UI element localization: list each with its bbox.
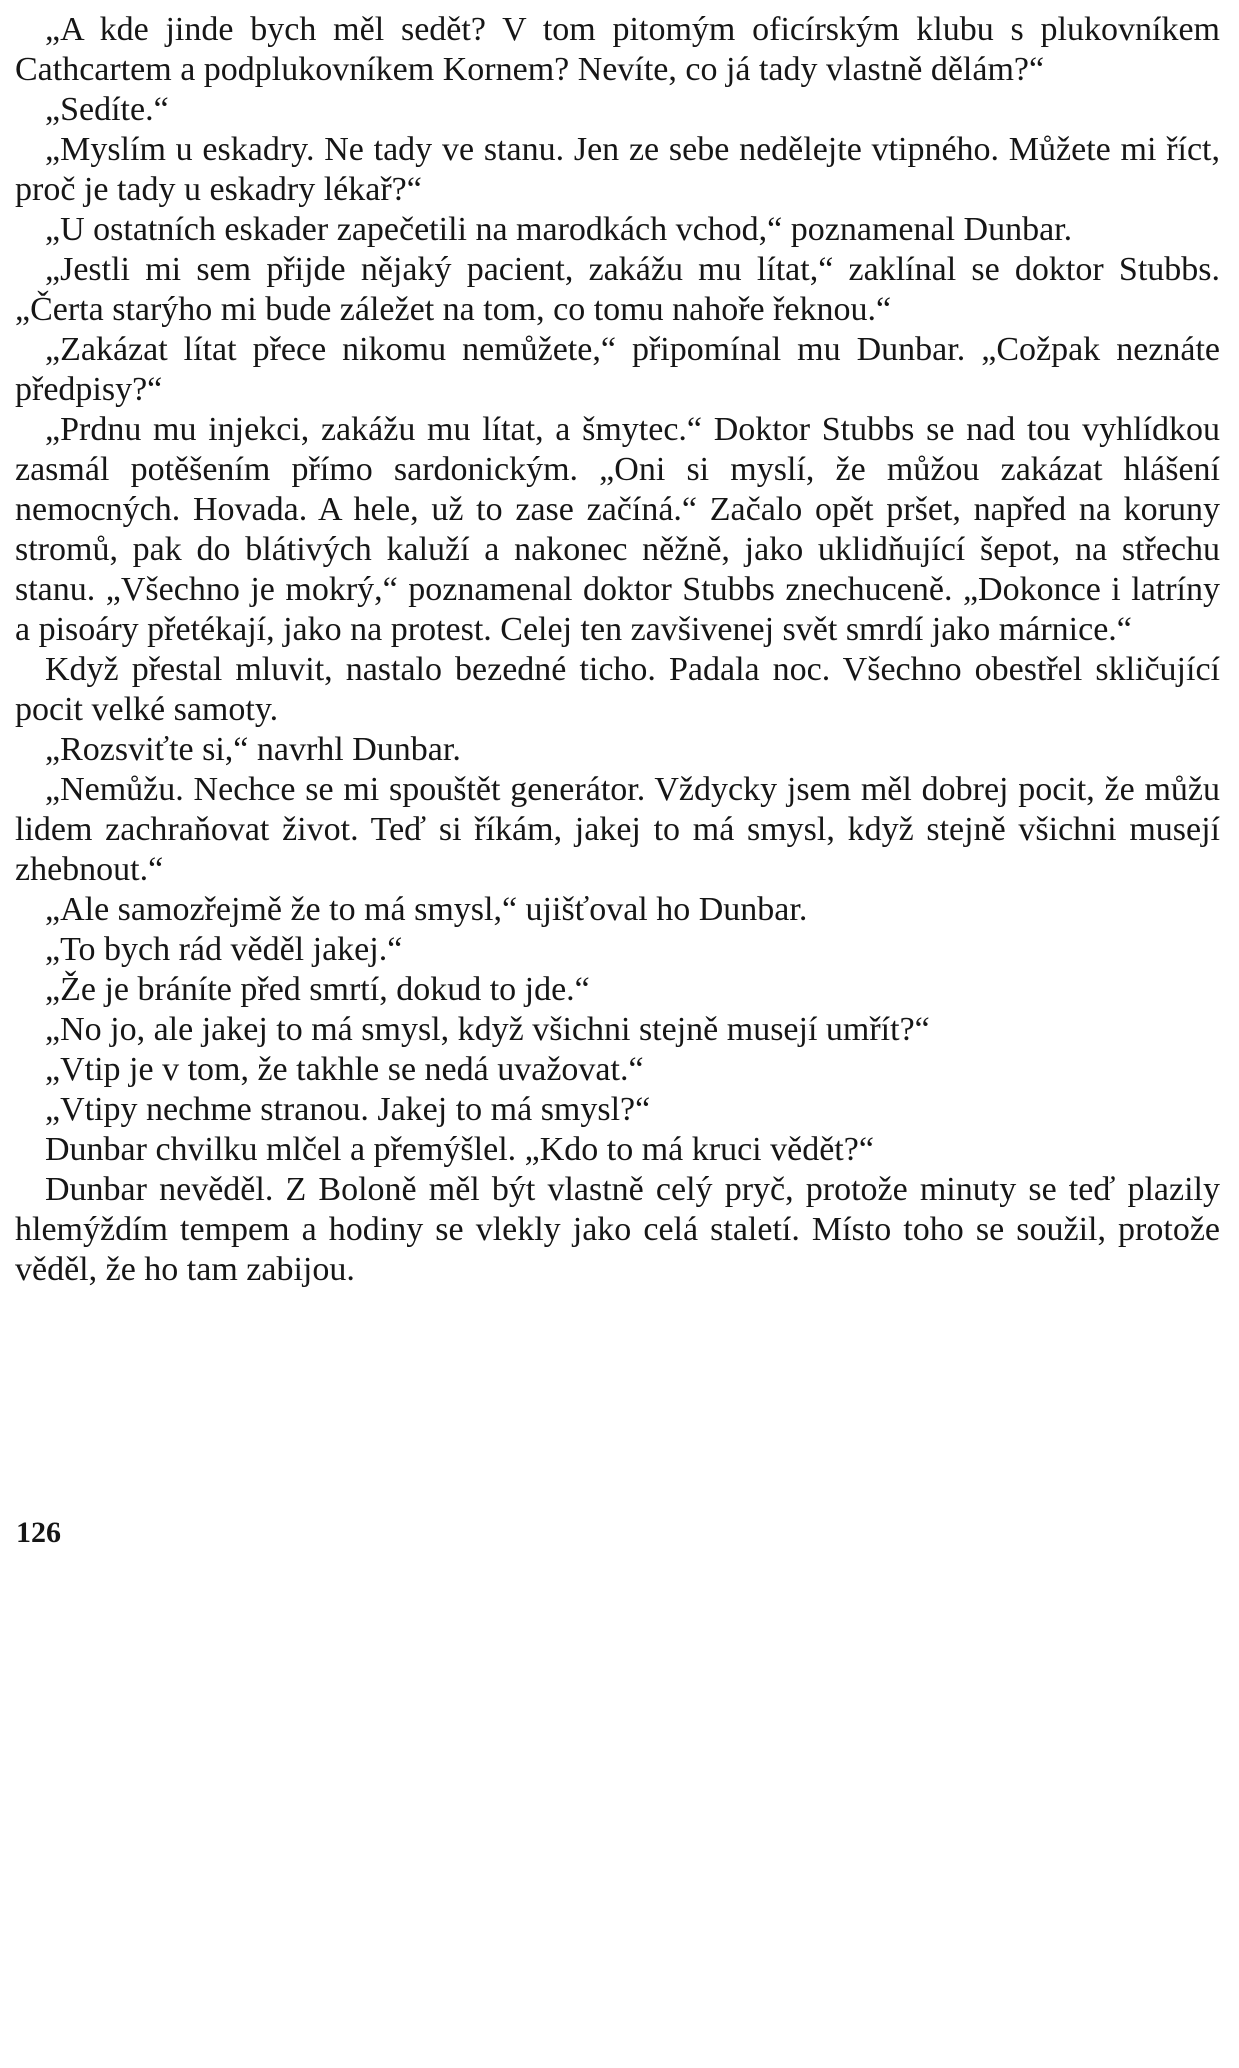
paragraph: „Jestli mi sem přijde nějaký pacient, zakážu mu lítat,“ zaklínal se doktor Stubbs. „Čerta starýho mi bude záležet na tom, co tomu nahoře řeknou.“	[15, 251, 1220, 328]
page-number: 126	[16, 1516, 61, 1549]
paragraph: „Vtip je v tom, že takhle se nedá uvažovat.“	[45, 1051, 644, 1088]
paragraph: „Zakázat lítat přece nikomu nemůžete,“ připomínal mu Dunbar. „Cožpak neznáte předpisy?“	[15, 331, 1220, 408]
paragraph: „Vtipy nechme stranou. Jakej to má smysl?“	[45, 1091, 651, 1128]
paragraph: „U ostatních eskader zapečetili na marodkách vchod,“ poznamenal Dunbar.	[45, 211, 1073, 248]
paragraph: „A kde jinde bych měl sedět? V tom pitomým oficírským klubu s plukovníkem Cathcartem a podplukovníkem Kornem? Nevíte, co já tady vlastně dělám?“	[15, 11, 1220, 88]
paragraph: „Že je bráníte před smrtí, dokud to jde.“	[45, 971, 590, 1008]
paragraph: „Nemůžu. Nechce se mi spouštět generátor. Vždycky jsem měl dobrej pocit, že můžu lidem zachraňovat život. Teď si říkám, jakej to má smysl, když stejně všichni musejí zhebnout.“	[15, 771, 1220, 888]
paragraph: „No jo, ale jakej to má smysl, když všichni stejně musejí umřít?“	[45, 1011, 930, 1048]
paragraph: „Prdnu mu injekci, zakážu mu lítat, a šmytec.“ Doktor Stubbs se nad tou vyhlídkou zasmál potěšením přímo sardonickým. „Oni si myslí, že můžou zakázat hlášení nemocných. Hovada. A hele, už to zase začíná.“ Začalo opět pršet, napřed na koruny stromů, pak do blátivých kaluží a nakonec něžně, jako uklidňující šepot, na střechu stanu. „Všechno je mokrý,“ poznamenal doktor Stubbs znechuceně. „Dokonce i latríny a pisoáry přetékají, jako na protest. Celej ten zavšivenej svět smrdí jako márnice.“	[15, 411, 1220, 648]
paragraph: Když přestal mluvit, nastalo bezedné ticho. Padala noc. Všechno obestřel skličující pocit velké samoty.	[15, 651, 1220, 728]
paragraph: „To bych rád věděl jakej.“	[45, 931, 403, 968]
paragraph: „Sedíte.“	[45, 91, 169, 128]
paragraph: „Ale samozřejmě že to má smysl,“ ujišťoval ho Dunbar.	[45, 891, 808, 928]
text-block	[15, 10, 1220, 1290]
paragraph: „Myslím u eskadry. Ne tady ve stanu. Jen ze sebe nedělejte vtipného. Můžete mi říct, proč je tady u eskadry lékař?“	[15, 131, 1220, 208]
paragraph: Dunbar chvilku mlčel a přemýšlel. „Kdo to má kruci vědět?“	[45, 1131, 874, 1168]
paragraph: Dunbar nevěděl. Z Boloně měl být vlastně celý pryč, protože minuty se teď plazily hlemýždím tempem a hodiny se vlekly jako celá staletí. Místo toho se soužil, protože věděl, že ho tam zabijou.	[15, 1171, 1220, 1288]
paragraph: „Rozsviťte si,“ navrhl Dunbar.	[45, 731, 461, 768]
